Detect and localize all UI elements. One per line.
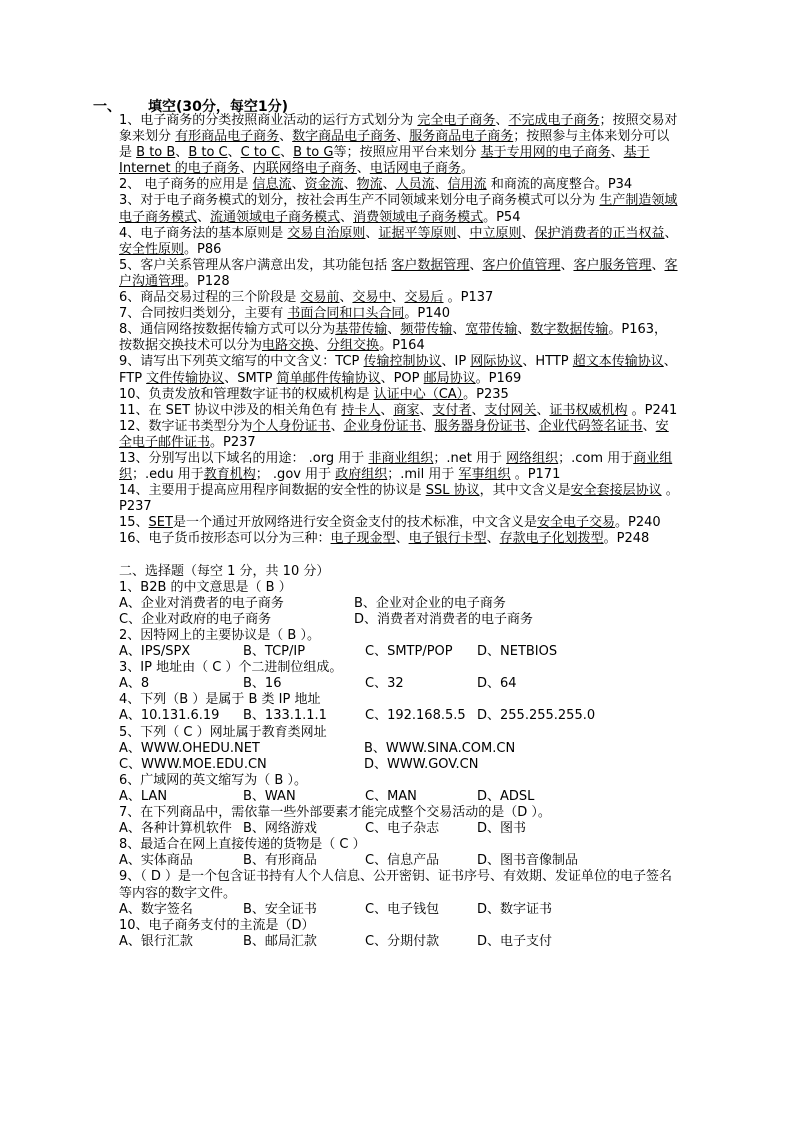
answer-text: 电子现金型 xyxy=(330,531,396,547)
fill-question xyxy=(119,226,679,258)
answer-option: B、16 xyxy=(243,676,282,692)
question-text: 1、电子商务的分类按照商业活动的运行方式划分为 xyxy=(119,113,418,128)
question-text: 、 xyxy=(517,322,531,338)
answer-option: C、电子杂志 xyxy=(365,821,440,837)
answer-option: B、网络游戏 xyxy=(243,821,317,837)
question-text: 14、主要用于提高应用程序间数据的安全性的协议是 xyxy=(119,483,426,499)
document-body xyxy=(119,113,679,950)
question-text: 、 xyxy=(419,402,433,418)
answer-text: B to B xyxy=(136,145,176,161)
fill-question xyxy=(119,531,679,547)
question-text: 7、合同按归类划分，主要有 xyxy=(119,306,288,322)
multiple-choice-questions xyxy=(119,580,679,950)
question-text: 、 xyxy=(560,257,574,273)
answer-text: 基于 Internet 的电子商务 xyxy=(119,145,650,177)
question-text: 、HTTP xyxy=(522,354,573,370)
answer-option: A、10.131.6.19 xyxy=(119,708,220,724)
answer-text: 教育机构 xyxy=(203,467,256,483)
question-text: 。P237 xyxy=(119,483,679,515)
question-text: 、 xyxy=(197,209,211,225)
answer-text: B to G xyxy=(293,145,334,161)
question-text: 、 xyxy=(495,113,509,128)
answer-option: C、32 xyxy=(365,676,404,692)
question-text: ，其中文含义是 xyxy=(479,483,571,499)
answer-text: 信用流 xyxy=(447,177,487,193)
question-text: 、 xyxy=(642,418,656,434)
question-text: 3、对于电子商务模式的划分，按社会再生产不同领域来划分电子商务模式可以分为 xyxy=(119,193,600,209)
question-text: 、 xyxy=(340,209,354,225)
answer-text: 信息流 xyxy=(252,177,292,193)
answer-text: 存款电子化划拨型 xyxy=(499,531,604,547)
answer-text: 服务商品电子商务 xyxy=(409,129,514,145)
answer-text: 企业代码签名证书 xyxy=(538,418,643,434)
question-text: 。P237 xyxy=(210,434,256,450)
answer-text: 网际协议 xyxy=(470,354,523,370)
answer-option: D、ADSL xyxy=(477,788,535,804)
answer-option: D、图书音像制品 xyxy=(477,853,579,869)
answer-option: B、133.1.1.1 xyxy=(243,708,327,724)
fill-question xyxy=(119,306,679,322)
answer-text: B to C xyxy=(188,145,228,161)
question-text: ； .gov 用于 xyxy=(255,467,336,483)
answer-text: 持卡人 xyxy=(341,402,381,418)
mc-question: 10、电子商务支付的主流是（D） xyxy=(119,917,315,933)
answer-text: 简单邮件传输协议 xyxy=(276,370,381,386)
answer-text: 保护消费者的正当权益 xyxy=(534,225,665,241)
answer-text: 交易前 xyxy=(300,290,340,306)
answer-option: A、企业对消费者的电子商务 xyxy=(119,595,284,611)
question-text: 、 xyxy=(452,322,466,338)
question-text: 、 xyxy=(227,145,241,161)
answer-option: D、WWW.GOV.CN xyxy=(364,756,479,772)
answer-text: 交易中 xyxy=(352,290,392,306)
answer-option: A、银行汇款 xyxy=(119,933,193,949)
answer-option: C、WWW.MOE.EDU.CN xyxy=(119,756,267,772)
question-text: 和商流的高度整合。P34 xyxy=(486,177,633,193)
fill-question xyxy=(119,354,679,386)
question-text: 16、电子货币按形态可以分为三种： xyxy=(119,531,331,547)
answer-text: 安全性原则 xyxy=(119,241,185,257)
question-text: 、 xyxy=(434,177,448,193)
option-row xyxy=(119,612,679,628)
answer-text: 电话网电子商务 xyxy=(369,161,461,177)
answer-text: 客户服务管理 xyxy=(573,257,652,273)
question-text: 5、客户关系管理从客户满意出发，其功能包括 xyxy=(119,257,392,273)
mc-question: 8、最适合在网上直接传递的货物是（ C ） xyxy=(119,837,366,853)
answer-text: 人员流 xyxy=(395,177,435,193)
answer-text: 书面合同和口头合同 xyxy=(287,306,405,322)
answer-option: D、数字证书 xyxy=(477,901,553,917)
fill-question xyxy=(119,451,679,483)
question-text: 4、电子商务法的基本原则是 xyxy=(119,225,288,241)
answer-option: D、电子支付 xyxy=(477,933,553,949)
answer-option: B、WWW.SINA.COM.CN xyxy=(364,740,516,756)
question-text: 2、 电子商务的应用是 xyxy=(119,177,253,193)
question-text: 、 xyxy=(280,145,294,161)
answer-text: 个人身份证书 xyxy=(252,418,331,434)
question-text: 、 xyxy=(486,531,500,547)
answer-text: SSL 协议 xyxy=(425,483,480,499)
question-text: 、 xyxy=(471,402,485,418)
mc-question: 9、（ D ）是一个包含证书持有人个人信息、公开密钥、证书序号、有效期、发证单位的电子签名等内容的数字文件。 xyxy=(119,869,673,901)
question-text: 、 xyxy=(421,418,435,434)
answer-option: A、8 xyxy=(119,676,150,692)
question-text: ；.com 用于 xyxy=(558,450,634,466)
question-text: 、 xyxy=(365,225,379,241)
section-1-title: 填空(30分，每空1分) xyxy=(148,99,289,115)
fill-question xyxy=(119,387,679,403)
answer-text: 完全电子商务 xyxy=(417,113,496,128)
answer-text: 交易自治原则 xyxy=(287,225,366,241)
question-text: 。P54 xyxy=(483,209,521,225)
answer-text: 物流 xyxy=(356,177,383,193)
answer-option: D、NETBIOS xyxy=(477,644,558,660)
question-text: 12、数字证书类型分为 xyxy=(119,418,253,434)
question-text: 、 xyxy=(314,338,328,354)
answer-option: D、64 xyxy=(477,676,517,692)
answer-option: C、信息产品 xyxy=(365,853,440,869)
question-text: 。P240 xyxy=(615,515,661,531)
question-text: 。P241 xyxy=(627,402,678,418)
answer-text: 安全套接层协议 xyxy=(570,483,662,499)
section-2-heading: 二、选择题（每空 1 分，共 10 分） xyxy=(119,563,330,579)
question-text: 。P163，按数据交换技术可以分为 xyxy=(119,322,668,354)
answer-text: 服务器身份证书 xyxy=(434,418,526,434)
option-row xyxy=(119,596,679,612)
mc-question: 1、B2B 的中文意思是（ B ） xyxy=(119,579,292,595)
answer-option: A、LAN xyxy=(119,788,168,804)
answer-option: A、数字签名 xyxy=(119,901,193,917)
fill-question xyxy=(119,193,679,225)
option-row xyxy=(119,902,679,918)
question-text: 、 xyxy=(343,177,357,193)
answer-text: 文件传输协议 xyxy=(146,370,225,386)
answer-option: C、电子钱包 xyxy=(365,901,440,917)
question-text: 11、在 SET 协议中涉及的相关角色有 xyxy=(119,402,342,418)
answer-text: C to C xyxy=(240,145,281,161)
mc-question: 4、下列（B ）是属于 B 类 IP 地址 xyxy=(119,692,321,708)
answer-text: 资金流 xyxy=(304,177,344,193)
question-text: ；按照参与主体来划分可以是 xyxy=(119,129,670,161)
answer-text: 认证中心（CA） xyxy=(373,386,464,402)
answer-text: 宽带传输 xyxy=(465,322,518,338)
question-text: 、 xyxy=(536,402,550,418)
question-text: 。P140 xyxy=(404,306,451,322)
answer-option: D、255.255.255.0 xyxy=(477,708,596,724)
question-text: 、 xyxy=(391,290,405,306)
answer-text: 证书权威机构 xyxy=(549,402,628,418)
question-text: 10、负责发放和管理数字证书的权威机构是 xyxy=(119,386,374,402)
answer-text: 超文本传输协议 xyxy=(572,354,664,370)
answer-text: 不完成电子商务 xyxy=(508,113,600,128)
question-text: 。P248 xyxy=(603,531,650,547)
answer-text: 内联网络电子商务 xyxy=(252,161,357,177)
option-row xyxy=(119,676,679,692)
answer-text: 客户数据管理 xyxy=(391,257,470,273)
fill-question xyxy=(119,258,679,290)
question-text: 、SMTP xyxy=(224,370,277,386)
mc-question: 6、广域网的英文缩写为（ B ）。 xyxy=(119,772,307,788)
option-row xyxy=(119,757,679,773)
answer-option: C、SMTP/POP xyxy=(365,644,453,660)
answer-text: 安全电子邮件证书 xyxy=(119,418,669,450)
answer-text: 邮局协议 xyxy=(423,370,476,386)
fill-question xyxy=(119,419,679,451)
question-text: 9、请写出下列英文缩写的中文含义：TCP xyxy=(119,354,364,370)
option-row xyxy=(119,644,679,660)
answer-text: 交易后 xyxy=(404,290,444,306)
question-text: 、 xyxy=(339,290,353,306)
fill-question xyxy=(119,177,679,193)
answer-text: 频带传输 xyxy=(400,322,453,338)
answer-text: 商家 xyxy=(393,402,420,418)
answer-option: A、WWW.OHEDU.NET xyxy=(119,740,260,756)
answer-text: 中立原则 xyxy=(469,225,522,241)
answer-text: 有形商品电子商务 xyxy=(175,129,280,145)
option-row xyxy=(119,853,679,869)
answer-option: B、有形商品 xyxy=(243,853,317,869)
answer-option: B、WAN xyxy=(243,788,296,804)
answer-text: 证据平等原则 xyxy=(378,225,457,241)
mc-question: 3、IP 地址由（ C ）个二进制位组成。 xyxy=(119,660,343,676)
answer-text: 传输控制协议 xyxy=(363,354,442,370)
question-text: 、 xyxy=(279,129,293,145)
answer-text: 网络组织 xyxy=(506,450,559,466)
question-text: 、 xyxy=(330,418,344,434)
answer-option: A、实体商品 xyxy=(119,853,193,869)
answer-text: 客户沟通管理 xyxy=(119,257,678,289)
section-1-number: 一、 xyxy=(93,99,121,115)
question-text: 8、通信网络按数据传输方式可以分为 xyxy=(119,322,336,338)
question-text: 13、分别写出以下域名的用途： .org 用于 xyxy=(119,450,369,466)
question-text: 、 xyxy=(521,225,535,241)
answer-text: 支付者 xyxy=(432,402,472,418)
question-text: 、 xyxy=(610,145,624,161)
answer-text: 数字商品电子商务 xyxy=(292,129,397,145)
answer-option: A、各种计算机软件 xyxy=(119,821,232,837)
question-text: 、IP xyxy=(441,354,471,370)
answer-text: 分组交换 xyxy=(327,338,380,354)
answer-option: D、消费者对消费者的电子商务 xyxy=(354,611,534,627)
question-text: 、 xyxy=(239,161,253,177)
question-text: ；.mil 用于 xyxy=(387,467,459,483)
question-text: 。P137 xyxy=(443,290,494,306)
mc-question: 2、因特网上的主要协议是（ B ）。 xyxy=(119,628,320,643)
answer-option: D、图书 xyxy=(477,821,527,837)
answer-text: 消费领域电子商务模式 xyxy=(353,209,484,225)
option-row xyxy=(119,741,679,757)
answer-text: SET xyxy=(148,515,173,531)
question-text: ；.net 用于 xyxy=(433,450,507,466)
answer-text: 生产制造领域电子商务模式 xyxy=(119,193,678,225)
answer-text: 军事组织 xyxy=(458,467,511,483)
question-text: 、 xyxy=(356,161,370,177)
question-text: 。P171 xyxy=(510,467,561,483)
answer-text: 电子银行卡型 xyxy=(408,531,487,547)
question-text: 6、商品交易过程的三个阶段是 xyxy=(119,290,301,306)
option-row xyxy=(119,934,679,950)
answer-option: B、TCP/IP xyxy=(243,644,306,660)
question-text: 。P164 xyxy=(379,338,425,354)
question-text: 15、 xyxy=(119,515,149,531)
question-text: 、FTP xyxy=(119,354,677,386)
question-text: 、 xyxy=(525,418,539,434)
question-text: 、 xyxy=(664,225,678,241)
question-text: 、 xyxy=(382,177,396,193)
answer-text: 安全电子交易 xyxy=(536,515,615,531)
answer-text: 企业身份证书 xyxy=(343,418,422,434)
question-text: 、 xyxy=(456,225,470,241)
answer-text: 数字数据传输 xyxy=(530,322,609,338)
question-text: 、 xyxy=(380,402,394,418)
fill-question xyxy=(119,322,679,354)
option-row xyxy=(119,821,679,837)
fill-question xyxy=(119,403,679,419)
question-text: 、 xyxy=(291,177,305,193)
question-text: 。P86 xyxy=(184,241,222,257)
answer-text: 商业组织 xyxy=(119,450,673,483)
answer-option: C、192.168.5.5 xyxy=(365,708,466,724)
question-text: 等；按照应用平台来划分 xyxy=(333,145,481,161)
fill-question xyxy=(119,515,679,531)
spacer xyxy=(119,548,679,564)
question-text: ；.edu 用于 xyxy=(132,467,204,483)
question-text: 。 xyxy=(460,161,474,177)
answer-option: B、企业对企业的电子商务 xyxy=(354,595,506,611)
fill-question xyxy=(119,290,679,306)
fill-question xyxy=(119,113,679,177)
answer-option: B、安全证书 xyxy=(243,901,317,917)
answer-option: C、企业对政府的电子商务 xyxy=(119,611,272,627)
option-row xyxy=(119,789,679,805)
fill-in-questions xyxy=(119,113,679,548)
mc-question: 5、下列（ C ）网址属于教育类网址 xyxy=(119,724,327,740)
answer-option: C、分期付款 xyxy=(365,933,440,949)
question-text: 。P128 xyxy=(184,273,230,289)
question-text: 、 xyxy=(469,257,483,273)
answer-text: 支付网关 xyxy=(484,402,537,418)
answer-option: B、邮局汇款 xyxy=(243,933,317,949)
question-text: ；按照交易对象来划分 xyxy=(119,113,678,145)
answer-text: 非商业组织 xyxy=(368,450,434,466)
mc-question: 7、在下列商品中，需依靠一些外部要素才能完成整个交易活动的是（D ）。 xyxy=(119,805,551,821)
answer-option: C、MAN xyxy=(365,788,417,804)
question-text: 。P235 xyxy=(463,386,509,402)
question-text: 、 xyxy=(651,257,665,273)
answer-text: 政府组织 xyxy=(335,467,388,483)
question-text: 是一个通过开放网络进行安全资金支付的技术标准，中文含义是 xyxy=(172,515,537,531)
option-row xyxy=(119,708,679,724)
fill-question xyxy=(119,483,679,515)
question-text: 、 xyxy=(387,322,401,338)
answer-text: 基于专用网的电子商务 xyxy=(480,145,611,161)
answer-text: 流通领域电子商务模式 xyxy=(210,209,341,225)
question-text: 、 xyxy=(395,531,409,547)
question-text: 、 xyxy=(175,145,189,161)
answer-text: 电路交换 xyxy=(262,338,315,354)
question-text: 、 xyxy=(396,129,410,145)
answer-text: 客户价值管理 xyxy=(482,257,561,273)
question-text: 、POP xyxy=(380,370,424,386)
answer-text: 基带传输 xyxy=(335,322,388,338)
question-text: 。P169 xyxy=(475,370,522,386)
answer-option: A、IPS/SPX xyxy=(119,644,191,660)
